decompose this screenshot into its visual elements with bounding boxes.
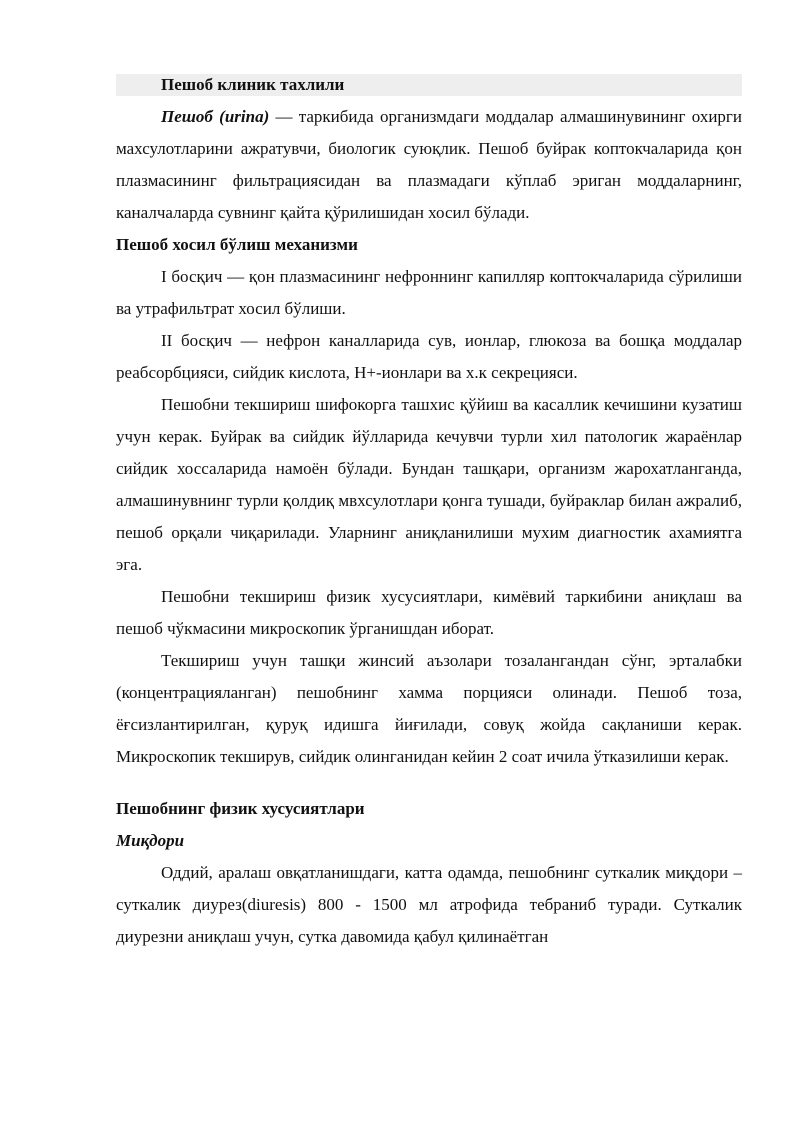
physical-heading: Пешобнинг физик хусусиятлари (116, 799, 365, 818)
intro-text: — таркибида организмдаги моддалар алмашинувининг охирги махсулотларини ажратувчи, биологик суюқлик. Пешоб буйрак коптокчаларида қон плазмасининг фильтрациясидан ва плазмадаги кўплаб эриган моддаларнинг, каналчаларда сувнинг қайта қўрилишидан хосил бўлади. (116, 107, 742, 222)
stage2-paragraph: II босқич — нефрон каналларида сув, ионлар, глюкоза ва бошқа моддалар реабсорбцияси, сийдик кислота, H+-ионлари ва х.к секрецияси. (116, 331, 742, 382)
intro-term: Пешоб (urina) (161, 107, 270, 126)
diagnostics-paragraph: Пешобни текшириш шифокорга ташхис қўйиш ва касаллик кечишини кузатиш учун керак. Буйрак ва сийдик йўлларида кечувчи турли хил патологик жараёнлар сийдик хоссаларида намоён бўлади. Бундан ташқари, организм жарохатланганда, алмашинувнинг турли қолдиқ мвхсулотлари қонга тушади, буйраклар билан ажралиб, пешоб орқали чиқарилади. Уларнинг аниқланилиши мухим диагностик ахамиятга эга. (116, 395, 742, 574)
intro-paragraph (116, 101, 742, 229)
document-title: Пешоб клиник тахлили (116, 74, 742, 96)
sampling-paragraph: Текшириш учун ташқи жинсий аъзолари тозалангандан сўнг, эрталабки (концентрацияланган) пешобнинг хамма порцияси олинади. Пешоб тоза, ёғсизлантирилган, қуруқ идишга йиғилади, совуқ жойда сақланиши керак. Микроскопик текширув, сийдик олинганидан кейин 2 соат ичила ўтказилиши керак. (116, 651, 742, 766)
section-spacer (116, 773, 742, 793)
stage1-paragraph: I босқич — қон плазмасининг нефроннинг капилляр коптокчаларида сўрилиши ва утрафильтрат хосил бўлиши. (116, 267, 742, 318)
mechanism-heading: Пешоб хосил бўлиш механизми (116, 235, 358, 254)
document-body (116, 74, 742, 953)
examination-paragraph: Пешобни текшириш физик хусусиятлари, кимёвий таркибини аниқлаш ва пешоб чўкмасини микроскопик ўрганишдан иборат. (116, 587, 742, 638)
quantity-subheading: Миқдори (116, 831, 185, 850)
quantity-paragraph: Оддий, аралаш овқатланишдаги, катта одамда, пешобнинг суткалик миқдори – суткалик диурез(diuresis) 800 - 1500 мл атрофида тебраниб туради. Суткалик диурезни аниқлаш учун, сутка давомида қабул қилинаётган (116, 863, 742, 946)
